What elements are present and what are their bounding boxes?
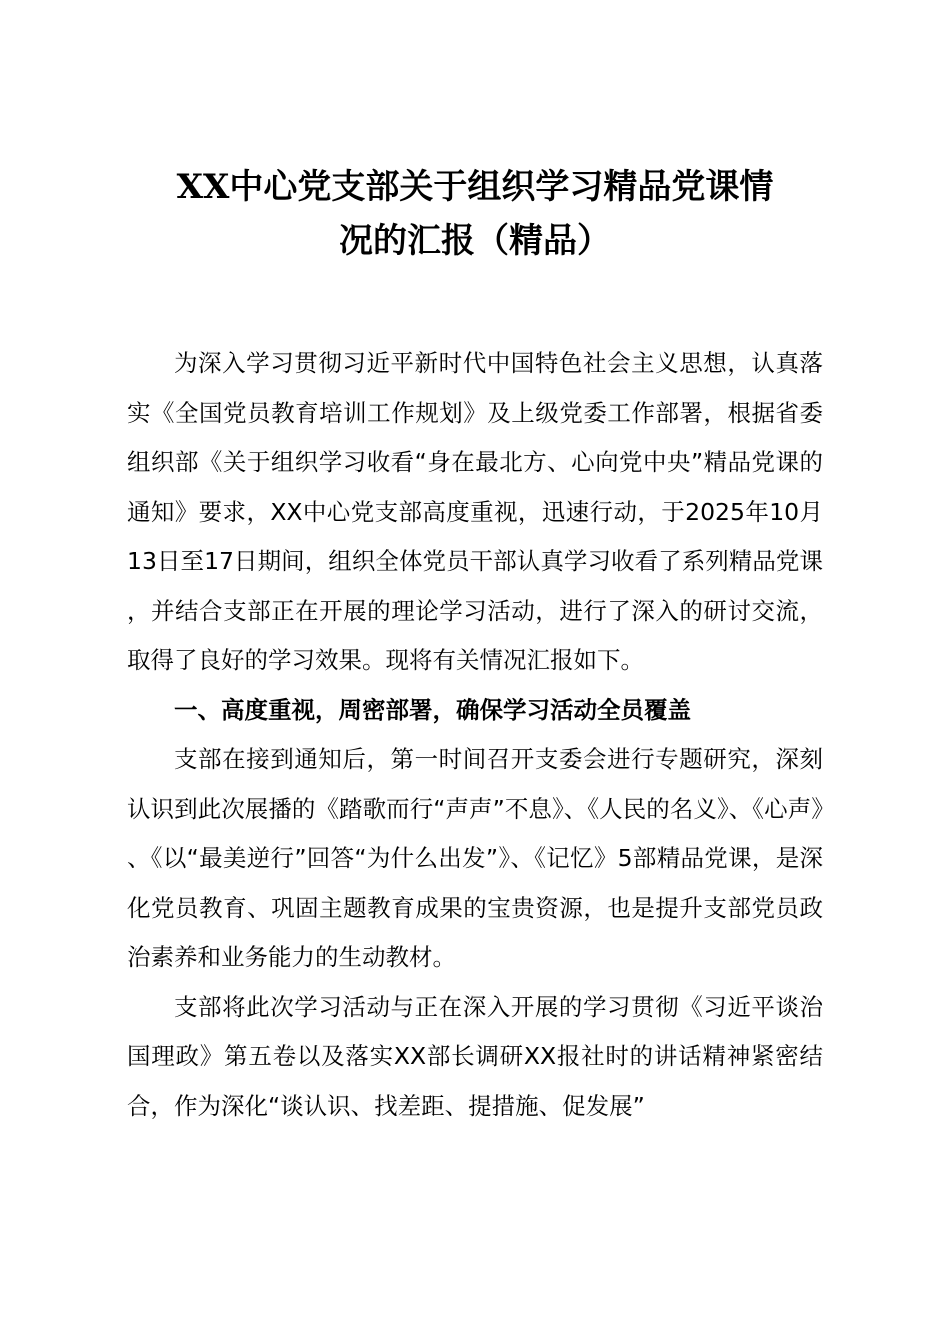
body-paragraph-1: 支部在接到通知后，第一时间召开支委会进行专题研究，深刻认识到此次展播的《踏歌而行“声声”不息》、《人民的名义》、《心声》、《以“最美逆行”回答“为什么出发”》、《记忆》5部精品党课，是深化党员教育、巩固主题教育成果的宝贵资源，也是提升支部党员政治素养和业务能力的生动教材。 (127, 745, 823, 971)
document-title (127, 160, 823, 268)
section-heading-1: 一、高度重视，周密部署，确保学习活动全员覆盖 (174, 695, 691, 724)
intro-paragraph: 为深入学习贯彻习近平新时代中国特色社会主义思想，认真落实《全国党员教育培训工作规划》及上级党委工作部署，根据省委组织部《关于组织学习收看“身在最北方、心向党中央”精品党课的通知》要求，XX中心党支部高度重视，迅速行动，于2025年10月13日至17日期间，组织全体党员干部认真学习收看了系列精品党课，并结合支部正在开展的理论学习活动，进行了深入的研讨交流，取得了良好的学习效果。现将有关情况汇报如下。 (127, 349, 823, 674)
body-paragraph-2: 支部将此次学习活动与正在深入开展的学习贯彻《习近平谈治国理政》第五卷以及落实XX部长调研XX报社时的讲话精神紧密结合，作为深化“谈认识、找差距、提措施、促发展” (127, 992, 823, 1120)
title-line-1: XX中心党支部关于组织学习精品党课情 (176, 167, 774, 207)
title-line-2: 况的汇报（精品） (339, 221, 611, 261)
document-body (127, 339, 823, 1131)
